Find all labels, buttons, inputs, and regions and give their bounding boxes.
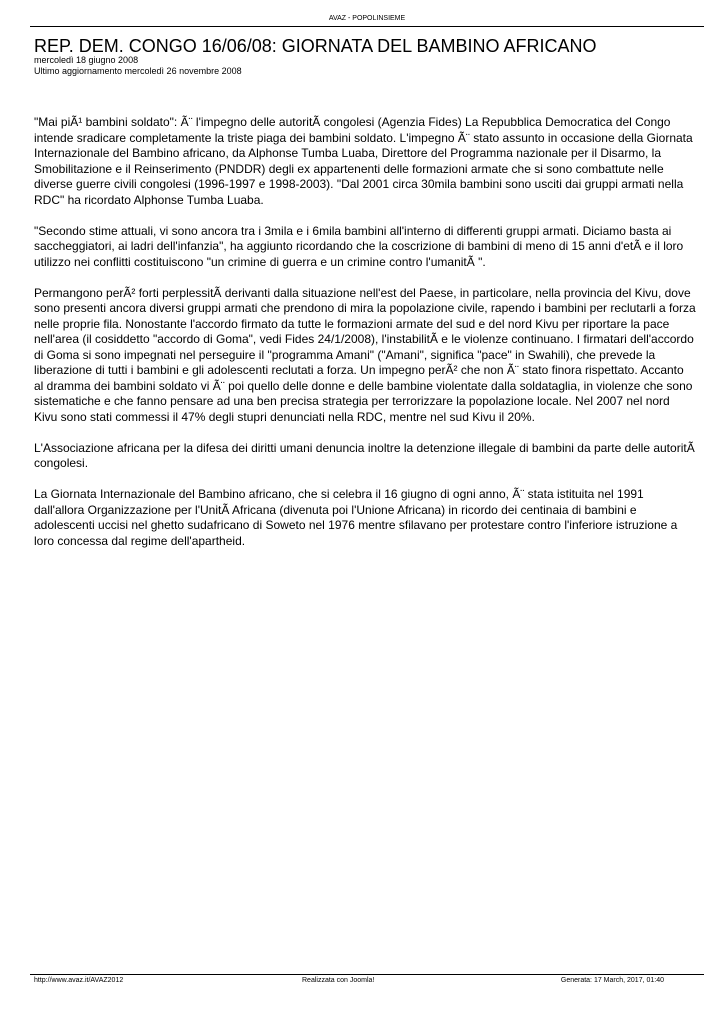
footer-generated-date: Generata: 17 March, 2017, 01:40	[560, 977, 664, 984]
article-paragraph: La Giornata Internazionale del Bambino africano, che si celebra il 16 giugno di ogni anno, Ã¨ stata istituita nel 1991 dall'allora Organizzazione per l'UnitÃ Africana (divenuta poi l'Unione Africana) in ricordo dei centinaia di bambini e adolescenti uccisi nel ghetto sudafricano di Soweto nel 1976 mentre sfilavano per protestare contro l'inferiore istruzione a loro concessa dal regime dell'apartheid.	[34, 487, 678, 548]
site-header: AVAZ - POPOLINSIEME	[328, 15, 406, 22]
article-paragraph: Permangono perÃ² forti perplessitÃ derivanti dalla situazione nell'est del Paese, in particolare, nella provincia del Kivu, dove sono presenti ancora diversi gruppi armati che prendono di mira la popolazione civile, rapendo i bambini per reclutarli a forza nelle proprie fila. Nonostante l'accordo firmato da tutte le formazioni armate del sud e del nord Kivu per riportare la pace nell'area (il cosiddetto "accordo di Goma", vedi Fides 24/1/2008), l'instabilitÃ e le violenze continuano. I firmatari dell'accordo di Goma si sono impegnati nel perseguire il "programma Amani" ("Amani", significa "pace" in Swahili), che prevede la liberazione di tutti i bambini e gli adolescenti reclutati a forza. Un impegno perÃ² che non Ã¨ stato finora rispettato. Accanto al dramma dei bambini soldato vi Ã¨ poi quello delle donne e delle bambine violentate dalla soldataglia, in violenze che sono sistematiche e che fanno pensare ad una ben precisa strategia per terrorizzare la popolazione locale. Nel 2007 nel nord Kivu sono stati commessi il 47% degli stupri denunciati nella RDC, mentre nel sud Kivu il 20%.	[34, 285, 696, 424]
article-title: REP. DEM. CONGO 16/06/08: GIORNATA DEL BAMBINO AFRICANO	[34, 36, 597, 56]
footer-powered-by: Realizzata con Joomla!	[302, 977, 375, 984]
article-paragraph: "Mai piÃ¹ bambini soldato": Ã¨ l'impegno delle autoritÃ congolesi (Agenzia Fides) La Repubblica Democratica del Congo intende sradicare completamente la triste piaga dei bambini soldato. L'impegno Ã¨ stato assunto in occasione della Giornata Internazionale del Bambino africano, da Alphonse Tumba Luaba, Direttore del Programma nazionale per il Disarmo, la Smobilitazione e il Reinserimento (PNDDR) degli ex appartenenti delle formazioni armate che si sono combattute nelle diverse guerre civili congolesi (1996-1997 e 1998-2003). "Dal 2001 circa 30mila bambini sono usciti dai gruppi armati nella RDC" ha ricordato Alphonse Tumba Luaba.	[34, 115, 693, 207]
footer-url: http://www.avaz.it/AVAZ2012	[34, 977, 124, 984]
article-paragraph: L'Associazione africana per la difesa dei diritti umani denuncia inoltre la detenzione illegale di bambini da parte delle autoritÃ congolesi.	[34, 440, 695, 470]
page-footer	[34, 976, 664, 986]
article-paragraph: "Secondo stime attuali, vi sono ancora tra i 3mila e i 6mila bambini all'interno di differenti gruppi armati. Diciamo basta ai saccheggiatori, ai ladri dell'infanzia", ha aggiunto ricordando che la coscrizione di bambini di meno di 15 anni d'etÃ e il loro utilizzo nei conflitti costituiscono "un crimine di guerra e un crimine contro l'umanitÃ ".	[34, 223, 684, 269]
article-body	[34, 115, 696, 565]
footer-divider	[30, 974, 704, 975]
article-updated-date: Ultimo aggiornamento mercoledì 26 novembre 2008	[34, 66, 242, 76]
header-divider	[30, 26, 704, 27]
article-created-date: mercoledì 18 giugno 2008	[34, 55, 139, 65]
